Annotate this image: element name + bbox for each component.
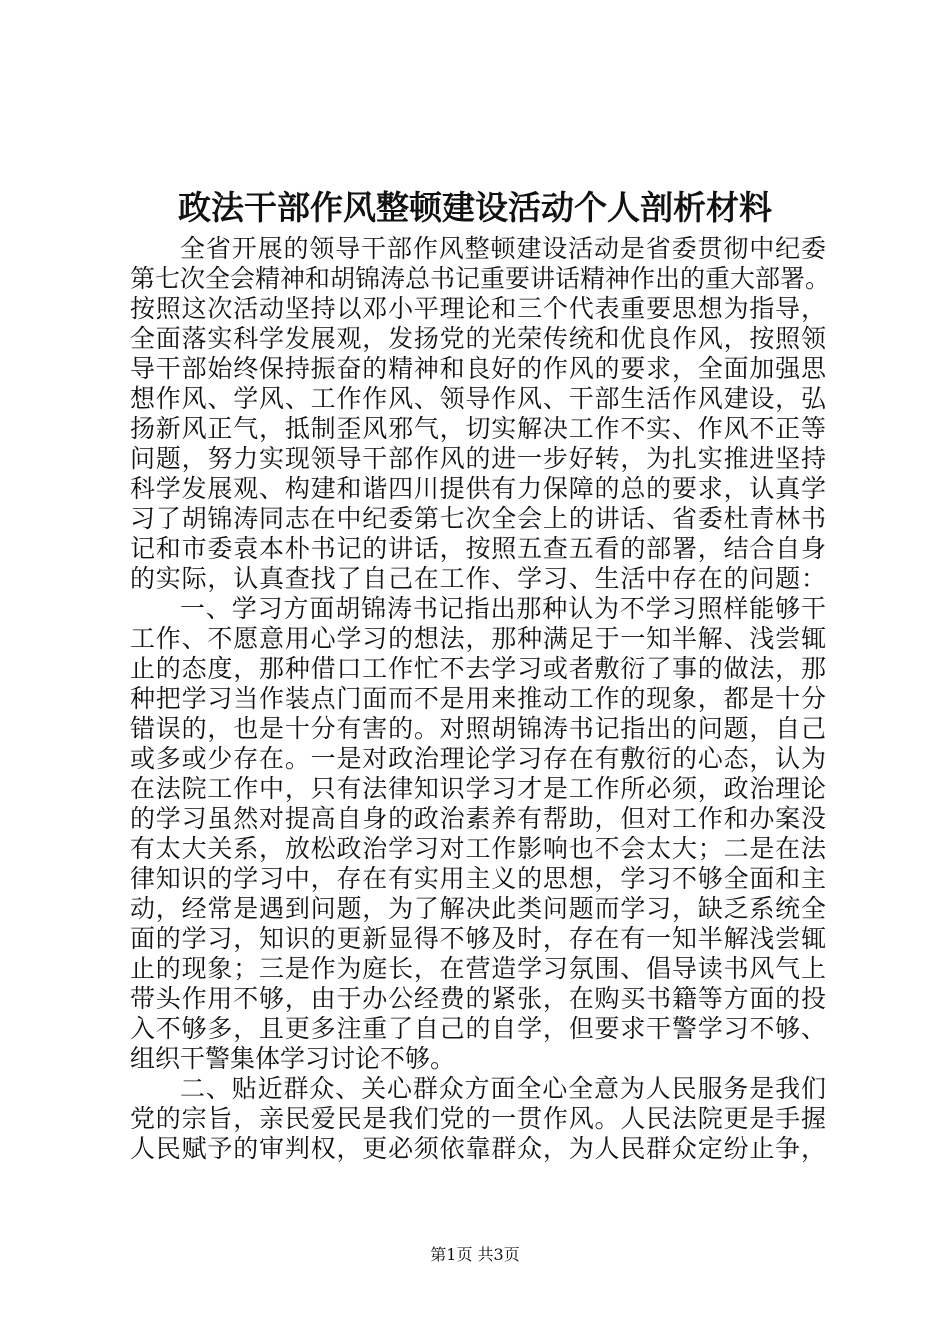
paragraph — [130, 234, 831, 594]
text-line: 第七次全会精神和胡锦涛总书记重要讲话精神作出的重大部署。 — [130, 264, 831, 293]
text-line: 党的宗旨，亲民爱民是我们党的一贯作风。人民法院更是手握 — [130, 1104, 826, 1133]
text-line: 面的学习，知识的更新显得不够及时，存在有一知半解浅尝辄 — [130, 924, 826, 953]
text-line: 止的现象；三是作为庭长，在营造学习氛围、倡导读书风气上 — [130, 954, 826, 983]
text-line: 组织干警集体学习讨论不够。 — [130, 1044, 456, 1073]
text-line: 想作风、学风、工作作风、领导作风、干部生活作风建设，弘 — [130, 384, 826, 413]
text-line: 种把学习当作装点门面而不是用来推动工作的现象，都是十分 — [130, 684, 826, 713]
text-line: 全面落实科学发展观，发扬党的光荣传统和优良作风，按照领 — [130, 324, 826, 353]
text-line: 有太大关系，放松政治学习对工作影响也不会太大；二是在法 — [130, 834, 826, 863]
paragraph — [130, 594, 826, 1074]
text-line: 的实际，认真查找了自己在工作、学习、生活中存在的问题： — [130, 564, 826, 593]
text-line: 错误的，也是十分有害的。对照胡锦涛书记指出的问题，自己 — [130, 714, 826, 743]
text-line: 工作、不愿意用心学习的想法，那种满足于一知半解、浅尝辄 — [130, 624, 826, 653]
text-line: 记和市委袁本朴书记的讲话，按照五查五看的部署，结合自身 — [130, 534, 826, 563]
text-line: 或多或少存在。一是对政治理论学习存在有敷衍的心态，认为 — [130, 744, 826, 773]
document-body — [130, 234, 831, 1164]
text-line: 律知识的学习中，存在有实用主义的思想，学习不够全面和主 — [130, 864, 826, 893]
text-line: 入不够多，且更多注重了自己的自学，但要求干警学习不够、 — [130, 1014, 826, 1043]
text-line: 二、贴近群众、关心群众方面全心全意为人民服务是我们 — [180, 1074, 826, 1103]
text-line: 扬新风正气，抵制歪风邪气，切实解决工作不实、作风不正等 — [130, 414, 826, 443]
page-footer: 第1页 共3页 — [430, 1245, 520, 1264]
text-line: 导干部始终保持振奋的精神和良好的作风的要求，全面加强思 — [130, 354, 826, 383]
text-line: 全省开展的领导干部作风整顿建设活动是省委贯彻中纪委 — [180, 234, 826, 263]
text-line: 一、学习方面胡锦涛书记指出那种认为不学习照样能够干 — [180, 594, 826, 623]
paragraph — [130, 1074, 826, 1164]
text-line: 动，经常是遇到问题，为了解决此类问题而学习，缺乏系统全 — [130, 894, 826, 923]
text-line: 科学发展观、构建和谐四川提供有力保障的总的要求，认真学 — [130, 474, 826, 503]
text-line: 习了胡锦涛同志在中纪委第七次全会上的讲话、省委杜青林书 — [130, 504, 826, 533]
text-line: 止的态度，那种借口工作忙不去学习或者敷衍了事的做法，那 — [130, 654, 826, 683]
text-line: 在法院工作中，只有法律知识学习才是工作所必须，政治理论 — [130, 774, 826, 803]
text-line: 的学习虽然对提高自身的政治素养有帮助，但对工作和办案没 — [130, 804, 826, 833]
text-line: 问题，努力实现领导干部作风的进一步好转，为扎实推进坚持 — [130, 444, 826, 473]
document-title: 政法干部作风整顿建设活动个人剖析材料 — [178, 188, 772, 227]
text-line: 带头作用不够，由于办公经费的紧张，在购买书籍等方面的投 — [130, 984, 826, 1013]
text-line: 人民赋予的审判权，更必须依靠群众，为人民群众定纷止争， — [130, 1134, 826, 1163]
text-line: 按照这次活动坚持以邓小平理论和三个代表重要思想为指导， — [130, 294, 826, 323]
